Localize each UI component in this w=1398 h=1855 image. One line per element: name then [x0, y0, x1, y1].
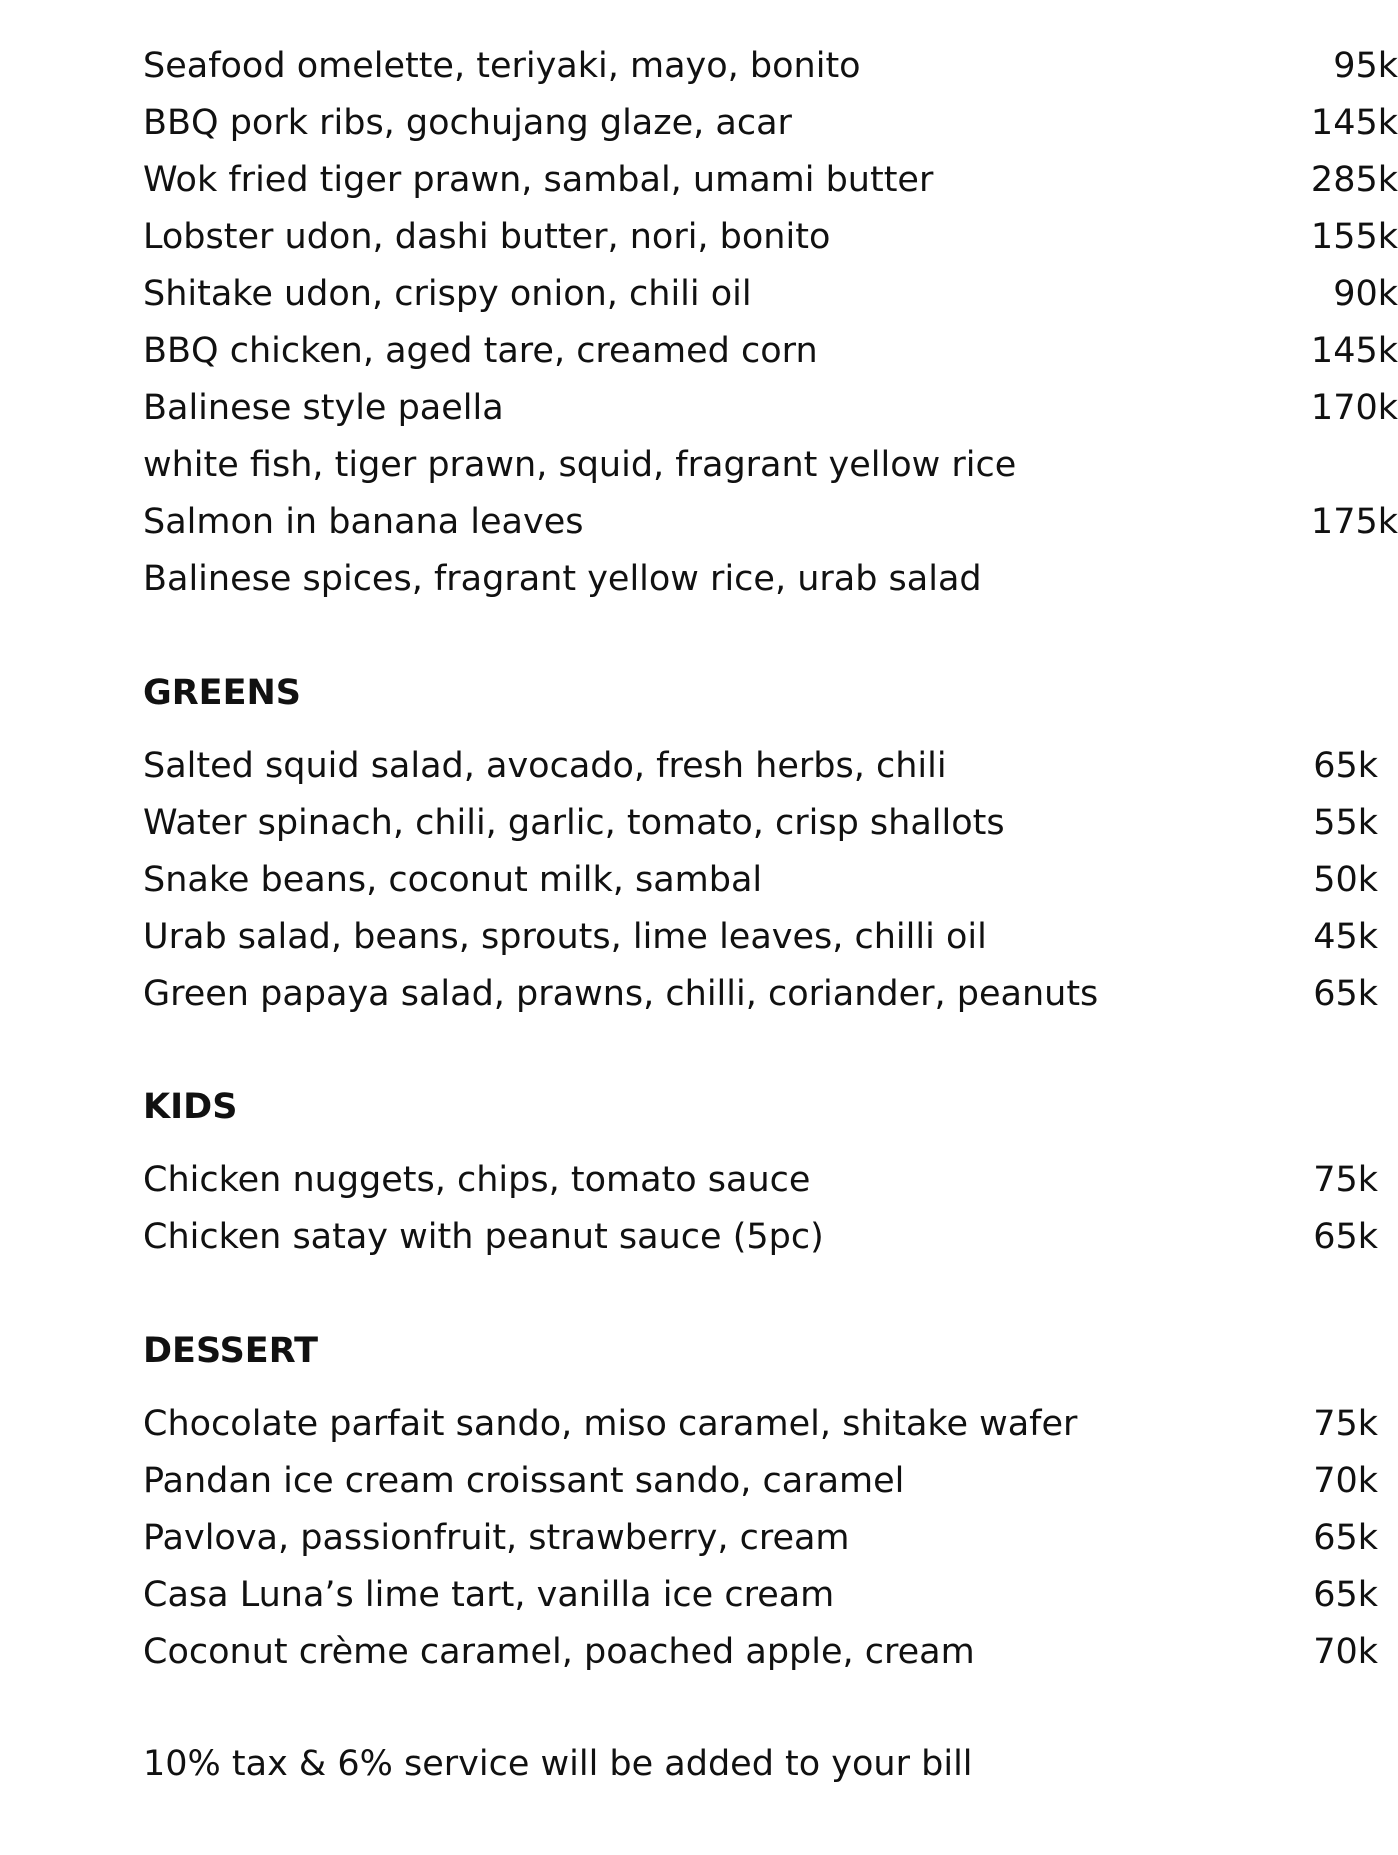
item-name: white fish, tiger prawn, squid, fragrant yellow rice [143, 445, 1017, 485]
item-name: Balinese style paella [143, 388, 504, 428]
section-heading-greens: GREENS [143, 673, 301, 713]
item-price: 70k [1313, 1632, 1378, 1672]
item-name: Snake beans, coconut milk, sambal [143, 860, 763, 900]
item-name: Green papaya salad, prawns, chilli, coriander, peanuts [143, 974, 1099, 1014]
item-name: Urab salad, beans, sprouts, lime leaves, chilli oil [143, 917, 987, 957]
item-price: 65k [1313, 1575, 1378, 1615]
item-price: 155k [1310, 217, 1398, 257]
item-price: 55k [1313, 803, 1378, 843]
item-price: 65k [1313, 1217, 1378, 1257]
item-name: Pandan ice cream croissant sando, caramel [143, 1461, 905, 1501]
item-name: Chicken satay with peanut sauce (5pc) [143, 1217, 824, 1257]
item-price: 65k [1313, 974, 1378, 1014]
item-price: 75k [1313, 1404, 1378, 1444]
item-price: 50k [1313, 860, 1378, 900]
item-name: Wok fried tiger prawn, sambal, umami butter [143, 160, 934, 200]
item-price: 75k [1313, 1160, 1378, 1200]
item-name: Shitake udon, crispy onion, chili oil [143, 274, 752, 314]
item-price: 70k [1313, 1461, 1378, 1501]
item-name: Chocolate parfait sando, miso caramel, shitake wafer [143, 1404, 1078, 1444]
item-price: 45k [1313, 917, 1378, 957]
item-name: Salmon in banana leaves [143, 502, 584, 542]
item-name: Water spinach, chili, garlic, tomato, crisp shallots [143, 803, 1005, 843]
item-price: 65k [1313, 746, 1378, 786]
tax-service-note: 10% tax & 6% service will be added to your bill [143, 1744, 973, 1784]
item-name: Lobster udon, dashi butter, nori, bonito [143, 217, 831, 257]
item-price: 170k [1310, 388, 1398, 428]
item-price: 145k [1310, 331, 1398, 371]
item-name: Chicken nuggets, chips, tomato sauce [143, 1160, 811, 1200]
item-name: Pavlova, passionfruit, strawberry, cream [143, 1518, 850, 1558]
section-heading-kids: KIDS [143, 1087, 238, 1127]
item-name: BBQ pork ribs, gochujang glaze, acar [143, 103, 792, 143]
item-name: Salted squid salad, avocado, fresh herbs, chili [143, 746, 947, 786]
item-price: 175k [1310, 502, 1398, 542]
section-heading-dessert: DESSERT [143, 1331, 318, 1371]
item-price: 95k [1333, 46, 1398, 86]
item-price: 65k [1313, 1518, 1378, 1558]
item-price: 145k [1310, 103, 1398, 143]
item-price: 90k [1333, 274, 1398, 314]
item-name: Coconut crème caramel, poached apple, cream [143, 1632, 975, 1672]
item-price: 285k [1310, 160, 1398, 200]
item-name: BBQ chicken, aged tare, creamed corn [143, 331, 818, 371]
item-name: Seafood omelette, teriyaki, mayo, bonito [143, 46, 861, 86]
item-name: Balinese spices, fragrant yellow rice, urab salad [143, 559, 982, 599]
item-name: Casa Luna’s lime tart, vanilla ice cream [143, 1575, 835, 1615]
